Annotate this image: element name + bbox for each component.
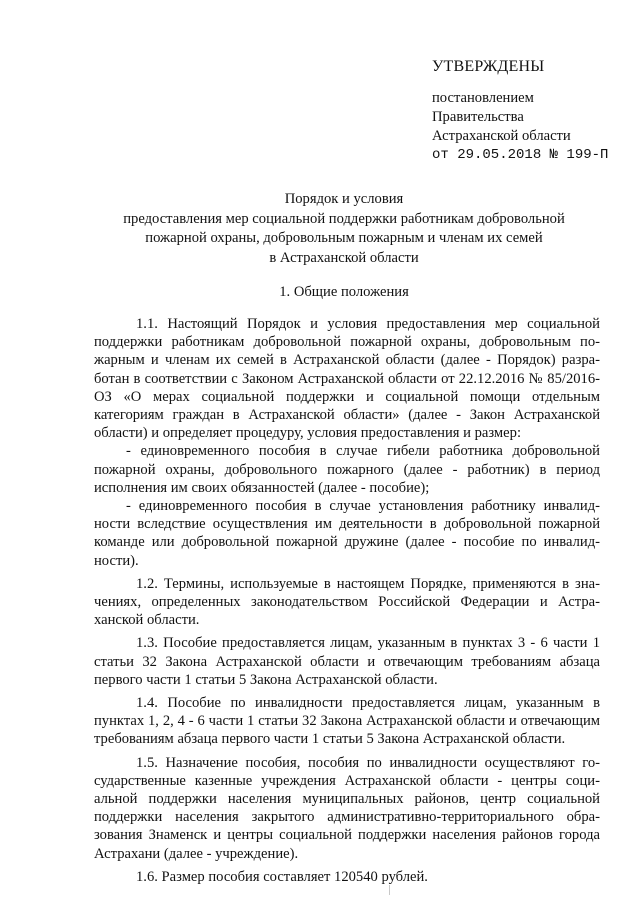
list-item-dash-1: - единовременного пособия в случае гибели работника добровольной пожарной охраны, добровольного пожарного (далее - работник) в период исполнения им своих обязанностей (далее - пособие); [94,443,600,496]
paragraph-1-1: 1.1. Настоящий Порядок и условия предоставления мер социальной поддержки работникам добровольной пожарной охраны, добровольным пожарным и членам их семей в Астраханской области (далее - Порядок) разработан в соответствии с Законом Астраханской области от 22.12.2016 № 85/2016-ОЗ «О мерах социальной поддержки и социальной помощи отдельным категориям граждан в Астраханской области» (далее - Закон Астраханской области) и определяет процедуру, условия предоставления и размер: [94,316,600,442]
approval-heading: УТВЕРЖДЕНЫ [432,58,545,75]
title-line-4: в Астраханской области [269,249,419,266]
document-title [96,190,592,268]
paragraph-1-2: 1.2. Термины, используемые в настоящем Порядке, применяются в значениях, определенных законодательством Российской Федерации и Астраханской области. [94,575,600,629]
scan-mark [389,885,390,895]
title-line-3: пожарной охраны, добровольным пожарным и членам их семей [145,230,543,246]
paragraph-1-4: 1.4. Пособие по инвалидности предоставляется лицам, указанным в пунктах 1, 2, 4 - 6 части 1 статьи 32 Закона Астраханской области и отвечающим требованиям абзаца первого части 1 статьи 5 Закона Астраханской области. [94,695,600,748]
approval-block [432,57,632,165]
paragraph-1-5: 1.5. Назначение пособия, пособия по инвалидности осуществляют государственные казенные учреждения Астраханской области - центры социальной поддержки населения муниципальных районов, центр социальной поддержки населения закрытого административно-территориального образования Знаменск и центры социальной поддержки населения районов города Астрахани (далее - учреждение). [94,754,600,862]
section-heading: 1. Общие положения [279,284,409,300]
title-line-1: Порядок и условия [284,191,404,207]
paragraph-1-6: 1.6. Размер пособия составляет 120540 рублей. [136,868,428,885]
approval-line-1: постановлением [432,90,534,106]
document-body [94,315,600,886]
approval-line-3: Астраханской области [432,128,571,144]
paragraph-1-3: 1.3. Пособие предоставляется лицам, указанным в пунктах 3 - 6 части 1 статьи 32 Закона Астраханской области и отвечающим требованиям абзаца первого части 1 статьи 5 Закона Астраханской области. [94,635,600,688]
list-item-dash-2: - единовременного пособия в случае установления работнику инвалидности вследствие осуществления им деятельности в добровольной пожарной команде или добровольной пожарной дружине (далее - пособие по инвалидности). [94,498,600,569]
approval-line-2: Правительства [432,109,524,125]
title-line-2: предоставления мер социальной поддержки работникам добровольной [123,210,565,227]
approval-date: от 29.05.2018 № 199-П [432,147,609,163]
